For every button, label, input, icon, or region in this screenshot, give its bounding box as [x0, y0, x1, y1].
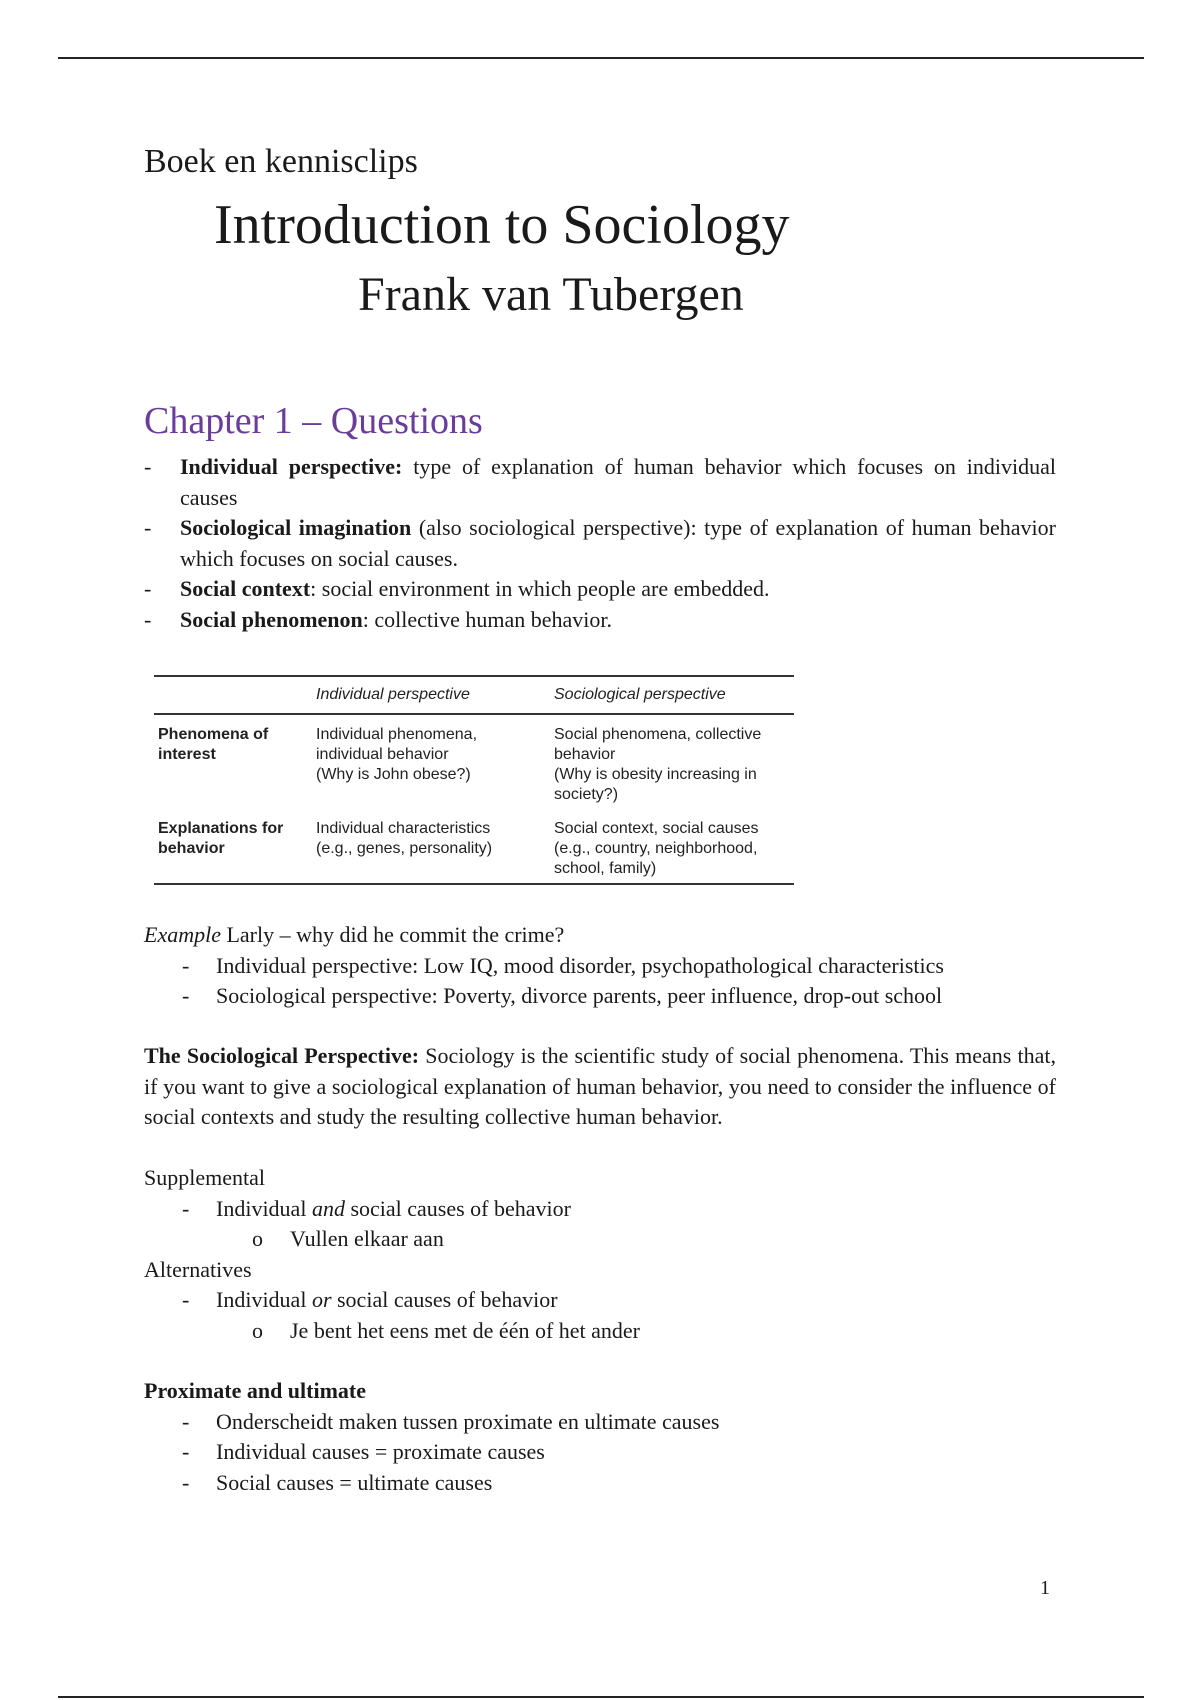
definition-item: - Individual perspective: type of explanation of human behavior which focuses on individual causes	[144, 454, 1056, 510]
chapter-heading: Chapter 1 – Questions	[144, 400, 483, 442]
definition-text: : collective human behavior.	[362, 606, 613, 632]
example-lead: Example Larly – why did he commit the crime?	[144, 922, 565, 947]
bottom-rule	[58, 1696, 1144, 1698]
definition-term: Social phenomenon	[180, 606, 363, 632]
table-header-row	[154, 676, 794, 714]
supplemental-section	[144, 1163, 1056, 1346]
kicker-text: Boek en kennisclips	[144, 143, 418, 180]
sub-list-item: o Je bent het eens met de één of het ander	[252, 1317, 641, 1343]
definition-term: Individual perspective:	[180, 454, 403, 479]
definition-list	[144, 452, 1056, 635]
top-rule	[58, 57, 1144, 59]
table-header-sociological: Sociological perspective	[554, 686, 726, 703]
table-row-label: Phenomena of interest	[158, 726, 269, 763]
alternatives-label: Alternatives	[144, 1256, 252, 1282]
perspective-comparison-table	[154, 675, 794, 885]
example-section	[144, 920, 1056, 1012]
definition-text: type of explanation of human behavior which focuses on individual causes	[180, 454, 1056, 510]
table-cell-sociological: Social phenomena, collective behavior (Why is obesity increasing in society?)	[554, 726, 762, 803]
author-name: Frank van Tubergen	[358, 268, 744, 321]
definition-text: : social environment in which people are embedded.	[310, 576, 770, 601]
supplemental-label: Supplemental	[144, 1165, 265, 1190]
list-item: - Individual perspective: Low IQ, mood disorder, psychopathological characteristics	[182, 952, 944, 978]
list-item: - Individual causes = proximate causes	[182, 1439, 545, 1464]
table-row	[154, 809, 794, 884]
definition-item: - Social phenomenon: collective human behavior.	[144, 606, 613, 632]
definition-term: Social context	[180, 576, 311, 601]
proximate-heading: Proximate and ultimate	[144, 1378, 367, 1403]
table-row	[154, 714, 794, 809]
document-title: Introduction to Sociology	[214, 194, 790, 256]
table-row-label: Explanations for behavior	[158, 820, 284, 857]
definition-item: - Social context: social environment in which people are embedded.	[144, 576, 770, 601]
list-item: - Onderscheidt maken tussen proximate en ultimate causes	[182, 1408, 720, 1434]
list-item: - Individual or social causes of behavior	[182, 1287, 558, 1312]
table-cell-sociological: Social context, social causes (e.g., country, neighborhood, school, family)	[554, 820, 759, 877]
table-cell-individual: Individual characteristics (e.g., genes, personality)	[316, 820, 493, 857]
definition-term: Sociological imagination	[180, 515, 412, 540]
proximate-section	[144, 1376, 1056, 1498]
page-number: 1	[1040, 1577, 1050, 1599]
table-cell-individual: Individual phenomena, individual behavior (Why is John obese?)	[316, 726, 478, 783]
list-item: - Social causes = ultimate causes	[182, 1469, 493, 1495]
list-item: - Sociological perspective: Poverty, divorce parents, peer influence, drop-out school	[182, 983, 943, 1008]
definition-text: (also sociological perspective): type of explanation of human behavior which focuses on social causes.	[180, 515, 1056, 571]
table-header-individual: Individual perspective	[316, 686, 470, 703]
sociological-perspective-paragraph: The Sociological Perspective: Sociology is the scientific study of social phenomena. This means that, if you want to give a sociological explanation of human behavior, you need to consider the influence of social contexts and study the resulting collective human behavior.	[144, 1043, 1056, 1129]
list-item: - Individual and social causes of behavior	[182, 1195, 571, 1221]
sub-list-item: o Vullen elkaar aan	[252, 1226, 444, 1251]
table-header-blank	[154, 676, 312, 714]
definition-item: - Sociological imagination (also sociological perspective): type of explanation of human behavior which focuses on social causes.	[144, 515, 1056, 571]
